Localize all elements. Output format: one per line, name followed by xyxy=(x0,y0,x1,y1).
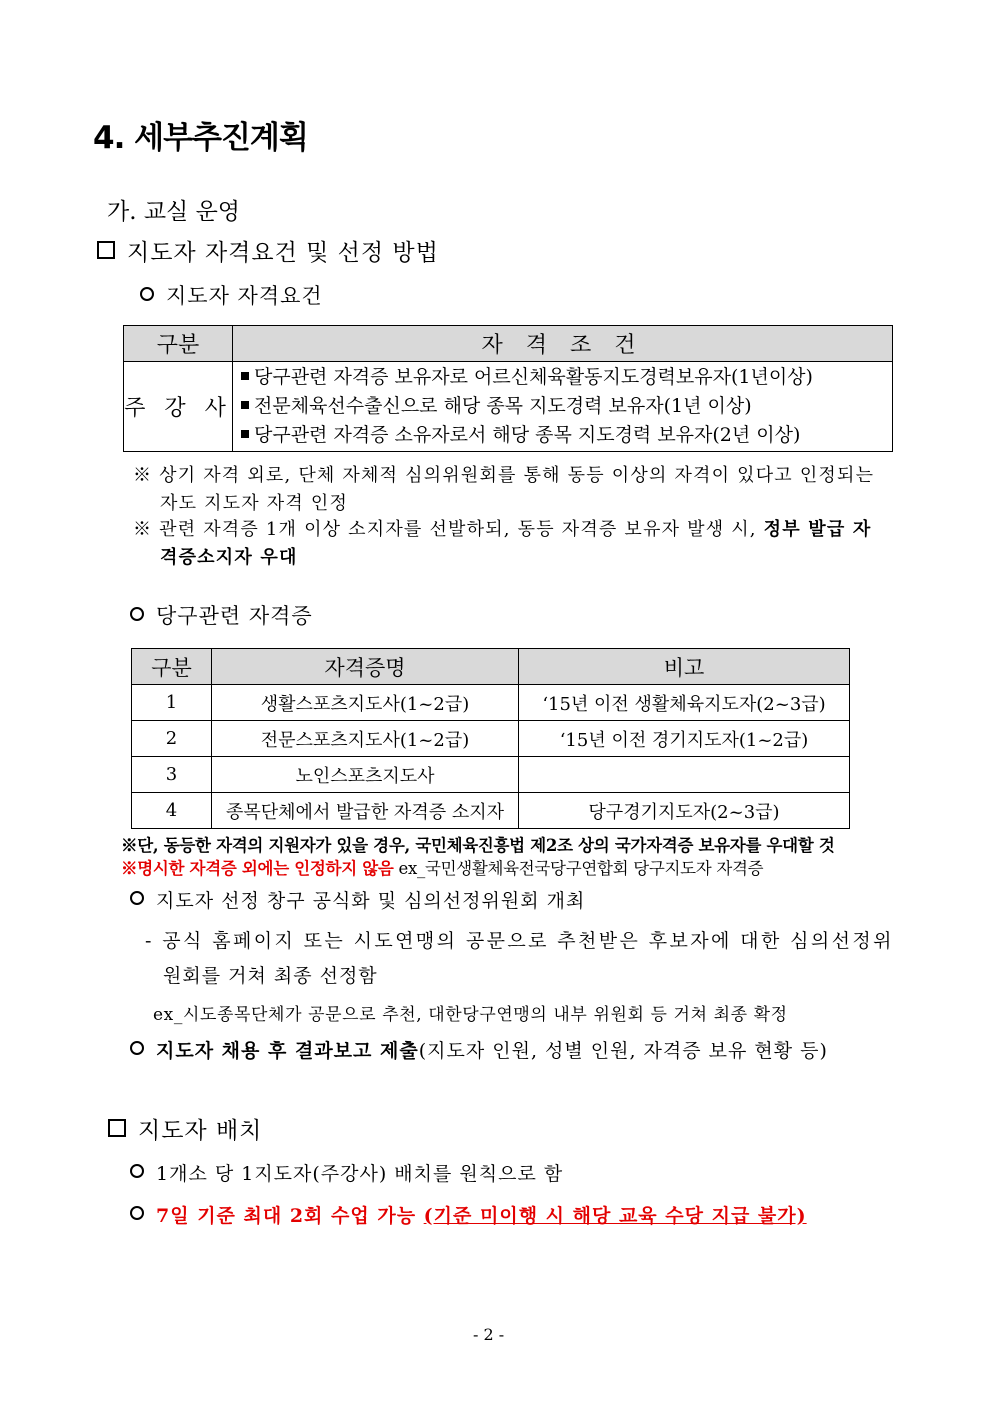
circle-bullet-icon xyxy=(130,891,144,905)
subheading: 가. 교실 운영 xyxy=(107,199,241,225)
qualification-heading: 지도자 자격요건 xyxy=(140,280,323,310)
table-row: 1 생활스포츠지도사(1~2급) ‘15년 이전 생활체육지도자(2~3급) xyxy=(132,685,850,721)
table-header: 자 격 조 건 xyxy=(233,326,893,362)
certificate-table xyxy=(131,648,850,829)
section-title: 지도자 자격요건 및 선정 방법 xyxy=(127,240,439,266)
placement-item-1: 1개소 당 1지도자(주강사) 배치를 원칙으로 함 xyxy=(130,1159,563,1186)
warning-1: ※단, 동등한 자격의 지원자가 있을 경우, 국민체육진흥법 제2조 상의 국가자격증 보유자를 우대할 것 xyxy=(121,836,835,855)
qualification-list xyxy=(233,362,893,452)
page-title: 4. 세부추진계획 xyxy=(93,120,308,156)
table-header: 구분 xyxy=(124,326,233,362)
note-1-continued: 자도 지도자 자격 인정 xyxy=(160,493,349,514)
warning-2: ※명시한 자격증 외에는 인정하지 않음 ex_국민생활체육전국당구연합회 당구지도자 자격증 xyxy=(121,859,764,878)
table-row: 2 전문스포츠지도사(1~2급) ‘15년 이전 경기지도자(1~2급) xyxy=(132,721,850,757)
page-number: - 2 - xyxy=(473,1325,505,1344)
square-bullet-icon xyxy=(241,372,249,380)
selection-desc: - 공식 홈페이지 또는 시도연맹의 공문으로 추천받은 후보자에 대한 심의선정위 xyxy=(145,930,894,952)
table-row: 3 노인스포츠지도사 xyxy=(132,757,850,793)
qualification-table xyxy=(123,325,893,452)
row-label: 주 강 사 xyxy=(124,362,233,452)
report-item: 지도자 채용 후 결과보고 제출(지도자 인원, 성별 인원, 자격증 보유 현황 등) xyxy=(130,1036,828,1063)
note-2-continued: 격증소지자 우대 xyxy=(160,547,298,568)
list-item: 당구관련 자격증 소유자로서 해당 종목 지도경력 보유자(2년 이상) xyxy=(233,421,892,450)
circle-bullet-icon xyxy=(130,1041,144,1055)
section-qualification xyxy=(97,234,439,267)
cert-heading: 당구관련 자격증 xyxy=(130,600,313,630)
checkbox-square-icon xyxy=(108,1119,126,1137)
selection-heading: 지도자 선정 창구 공식화 및 심의선정위원회 개최 xyxy=(130,886,585,913)
placement-item-2: 7일 기준 최대 2회 수업 가능 (기준 미이행 시 해당 교육 수당 지급 불가) xyxy=(130,1201,807,1228)
section-placement xyxy=(108,1112,262,1145)
circle-bullet-icon xyxy=(140,287,154,301)
section-title: 지도자 배치 xyxy=(138,1118,263,1144)
circle-bullet-icon xyxy=(130,1164,144,1178)
table-header: 자격증명 xyxy=(212,649,519,685)
checkbox-square-icon xyxy=(97,241,115,259)
table-row: 4 종목단체에서 발급한 자격증 소지자 당구경기지도자(2~3급) xyxy=(132,793,850,829)
square-bullet-icon xyxy=(241,401,249,409)
note-2: ※ 관련 자격증 1개 이상 소지자를 선발하되, 동등 자격증 보유자 발생 시, 정부 발급 자 xyxy=(133,519,872,540)
circle-bullet-icon xyxy=(130,607,144,621)
list-item: 전문체육선수출신으로 해당 종목 지도경력 보유자(1년 이상) xyxy=(233,392,892,421)
note-1: ※ 상기 자격 외로, 단체 자체적 심의위원회를 통해 동등 이상의 자격이 있다고 인정되는 xyxy=(133,465,875,486)
table-header: 구분 xyxy=(132,649,212,685)
table-header: 비고 xyxy=(519,649,850,685)
circle-bullet-icon xyxy=(130,1206,144,1220)
square-bullet-icon xyxy=(241,430,249,438)
selection-desc-continued: 원회를 거쳐 최종 선정함 xyxy=(163,965,378,987)
list-item: 당구관련 자격증 보유자로 어르신체육활동지도경력보유자(1년이상) xyxy=(233,363,892,392)
selection-example: ex_시도종목단체가 공문으로 추천, 대한당구연맹의 내부 위원회 등 거쳐 최종 확정 xyxy=(153,1005,788,1025)
